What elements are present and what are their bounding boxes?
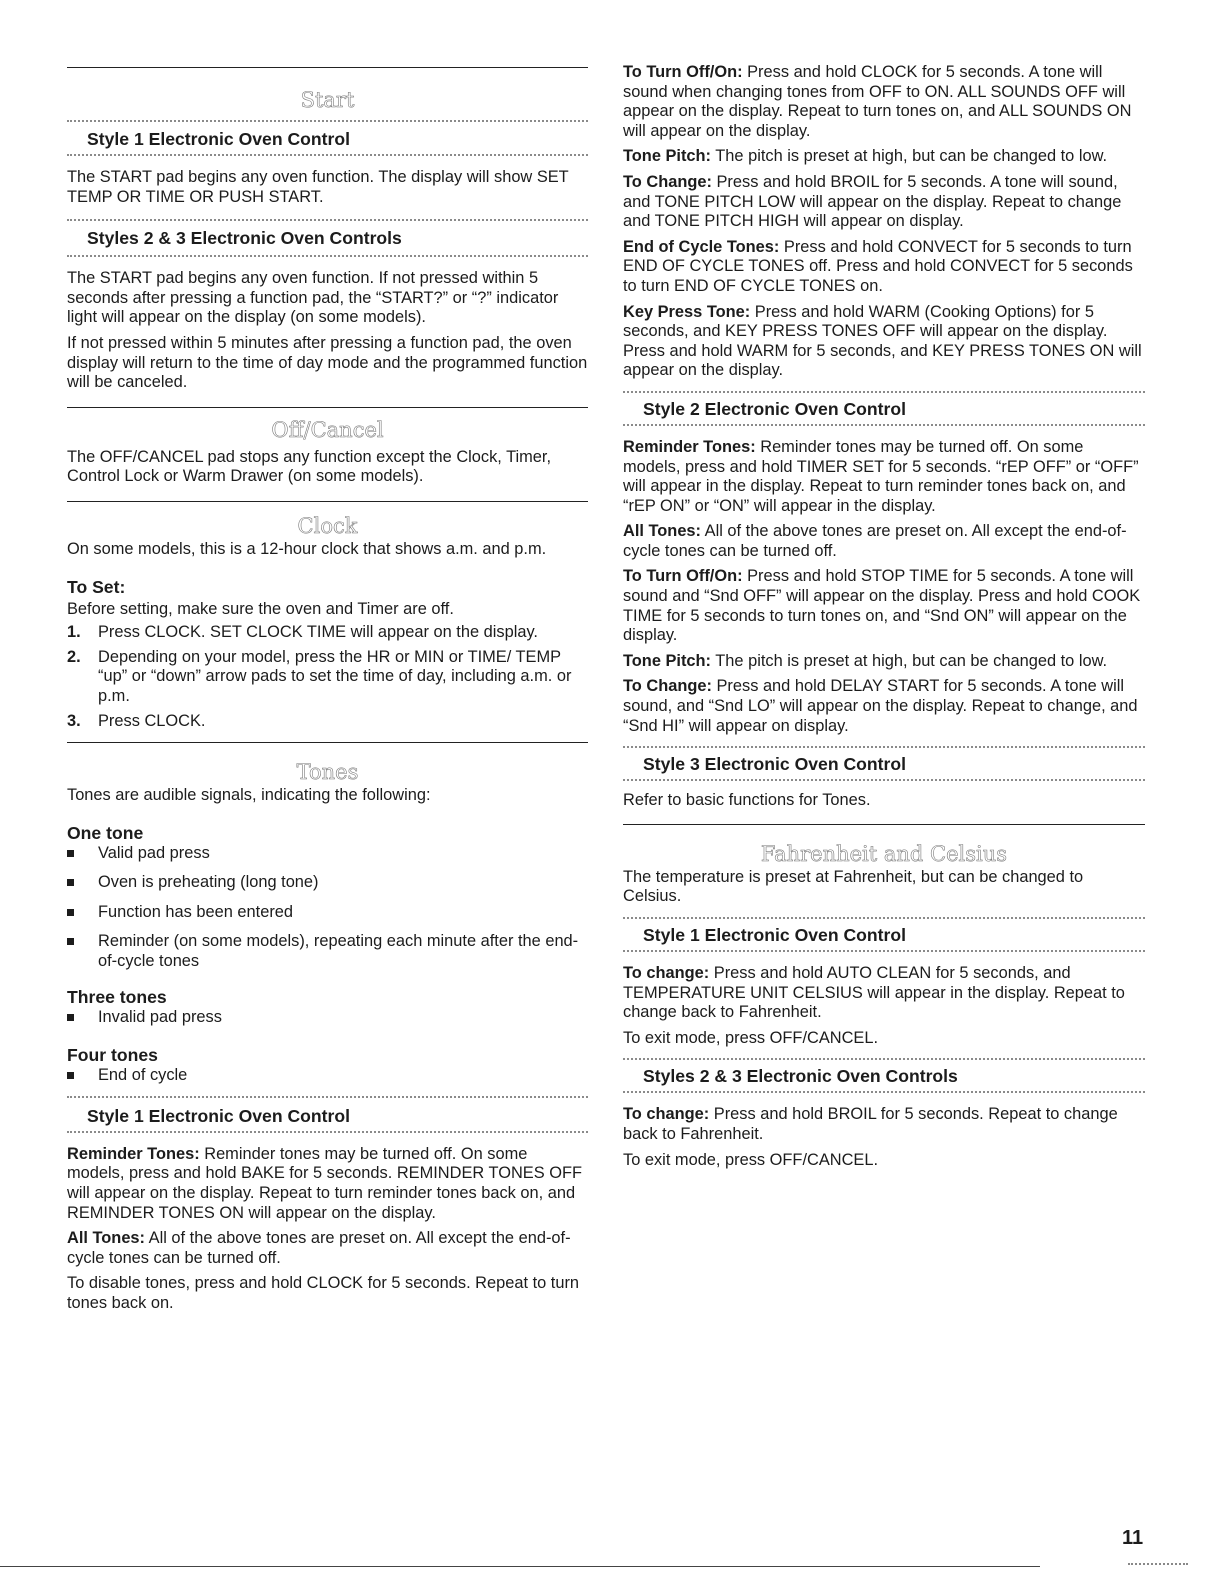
start-style1-text: The START pad begins any oven function. The display will show SET TEMP OR TIME OR PUSH START. [67,168,569,206]
style3-heading: Style 3 Electronic Oven Control [643,754,906,775]
list-item: Oven is preheating (long tone) [67,873,588,893]
start-title: Start [300,88,355,112]
bullet-icon [67,879,74,886]
style2-to-change-paragraph: To Change: Press and hold DELAY START for 5 seconds. A tone will sound, and “Snd LO” will appear on the display. Repeat to change, and “Snd HI” will appear on display. [623,677,1138,735]
fahrenheit-style1-heading: Style 1 Electronic Oven Control [643,925,906,945]
bullet-icon [67,909,74,916]
tone-pitch-paragraph: Tone Pitch: The pitch is preset at high, but can be changed to low. [623,147,1108,166]
style2-heading: Style 2 Electronic Oven Control [643,398,906,419]
style3-text: Refer to basic functions for Tones. [623,791,871,810]
clock-title: Clock [297,513,358,538]
fahrenheit-styles23-exit: To exit mode, press OFF/CANCEL. [623,1150,879,1169]
tones-intro: Tones are audible signals, indicating the following: [67,786,431,805]
list-item: 3. Press CLOCK. [67,711,206,730]
start-styles23-paragraph: If not pressed within 5 minutes after pressing a function pad, the oven display will return to the time of day mode and the programmed function will be canceled. [67,333,588,392]
four-tones-heading: Four tones [67,1045,158,1066]
key-press-paragraph: Key Press Tone: Press and hold WARM (Cooking Options) for 5 seconds, and KEY PRESS TONES OFF will appear on the display. Press and hold WARM for 5 seconds, and KEY PRESS TONES ON will appear on the display. [623,302,1142,380]
list-item: End of cycle [67,1066,588,1086]
list-item: Invalid pad press [67,1008,588,1028]
bullet-icon [67,850,74,857]
offcancel-text: The OFF/CANCEL pad stops any function except the Clock, Timer, Control Lock or Warm Drawer (on some models). [67,447,552,486]
fahrenheit-celsius-title: Fahrenheit and Celsius [760,841,1008,866]
start-styles23-heading: Styles 2 & 3 Electronic Oven Controls [87,228,402,249]
clock-intro: On some models, this is a 12-hour clock that shows a.m. and p.m. [67,539,547,558]
bullet-icon [67,1072,74,1079]
three-tones-heading: Three tones [67,986,167,1007]
start-styles23-paragraph: The START pad begins any oven function. If not pressed within 5 seconds after pressing a function pad, the “START?” or “?” indicator light will appear on the display (on some models). [67,269,559,327]
offcancel-title: Off/Cancel [271,417,384,442]
style2-turn-off-on-paragraph: To Turn Off/On: Press and hold STOP TIME for 5 seconds. A tone will sound and “Snd OFF” will appear on the display. Press and hold COOK TIME for 5 seconds to turn tones on, and “Snd ON” will appear on the display. [623,567,1141,645]
one-tone-heading: One tone [67,822,144,843]
to-change-paragraph: To Change: Press and hold BROIL for 5 seconds. A tone will sound, and TONE PITCH LOW will appear on the display. Repeat to change and TONE PITCH HIGH will appear on display. [623,172,1122,231]
reminder-tones-paragraph: Reminder Tones: Reminder tones may be turned off. On some models, press and hold BAKE for 5 seconds. REMINDER TONES OFF will appear on the display. Repeat to turn reminder tones back on, and REMINDER TONES ON will appear on the display. [67,1144,582,1222]
bullet-icon [67,938,74,945]
tones-style1-heading: Style 1 Electronic Oven Control [87,1105,350,1126]
start-style1-heading: Style 1 Electronic Oven Control [87,129,350,149]
clock-to-set-heading: To Set: [67,576,126,597]
list-item: Function has been entered [67,903,588,923]
style2-tone-pitch-paragraph: Tone Pitch: The pitch is preset at high, but can be changed to low. [623,651,1108,670]
left-column [67,0,588,1314]
fahrenheit-styles23-heading: Styles 2 & 3 Electronic Oven Controls [643,1066,958,1087]
fahrenheit-style1-change: To change: Press and hold AUTO CLEAN for 5 seconds, and TEMPERATURE UNIT CELSIUS will appear in the display. Repeat to change back to Fahrenheit. [623,964,1125,1022]
disable-tones-paragraph: To disable tones, press and hold CLOCK for 5 seconds. Repeat to turn tones back on. [67,1274,580,1312]
page-number: 11 [1122,1527,1144,1549]
list-item: 1. Press CLOCK. SET CLOCK TIME will appear on the display. [67,623,538,642]
right-column [623,0,1145,1170]
all-tones-paragraph: All Tones: All of the above tones are preset on. All except the end-of-cycle tones can be turned off. [67,1229,571,1267]
four-tones-list [67,1066,588,1086]
tones-title: Tones [296,760,359,785]
turn-off-on-paragraph: To Turn Off/On: Press and hold CLOCK for 5 seconds. A tone will sound when changing tones from OFF to ON. ALL SOUNDS OFF will appear on the display. Repeat to turn tones on, and ALL SOUNDS ON will appear on the display. [623,63,1132,140]
list-item: Valid pad press [67,844,588,864]
fahrenheit-styles23-change: To change: Press and hold BROIL for 5 seconds. Repeat to change back to Fahrenheit. [623,1105,1118,1143]
footer-rule [0,1566,1040,1567]
one-tone-list [67,844,588,972]
fahrenheit-intro: The temperature is preset at Fahrenheit, but can be changed to Celsius. [623,867,1084,906]
list-item: Reminder (on some models), repeating each minute after the end-of-cycle tones [67,932,588,971]
style2-all-tones-paragraph: All Tones: All of the above tones are preset on. All except the end-of-cycle tones can be turned off. [623,522,1127,560]
fahrenheit-style1-exit: To exit mode, press OFF/CANCEL. [623,1028,879,1047]
list-item: 2. Depending on your model, press the HR or MIN or TIME/ TEMP “up” or “down” arrow pads to set the time of day, including a.m. or p.m. [67,647,572,705]
footer-dots [1128,1563,1188,1565]
end-of-cycle-paragraph: End of Cycle Tones: Press and hold CONVECT for 5 seconds to turn END OF CYCLE TONES off. Press and hold CONVECT for 5 seconds to turn END OF CYCLE TONES on. [623,237,1133,295]
clock-steps [67,623,588,731]
clock-before: Before setting, make sure the oven and Timer are off. [67,599,454,618]
bullet-icon [67,1014,74,1021]
three-tones-list [67,1008,588,1028]
style2-reminder-paragraph: Reminder Tones: Reminder tones may be turned off. On some models, press and hold TIMER SET for 5 seconds. “rEP OFF” or “OFF” will appear in the display. Repeat to turn reminder tones back on, and “rEP ON” or “ON” will appear in the display. [623,437,1139,515]
